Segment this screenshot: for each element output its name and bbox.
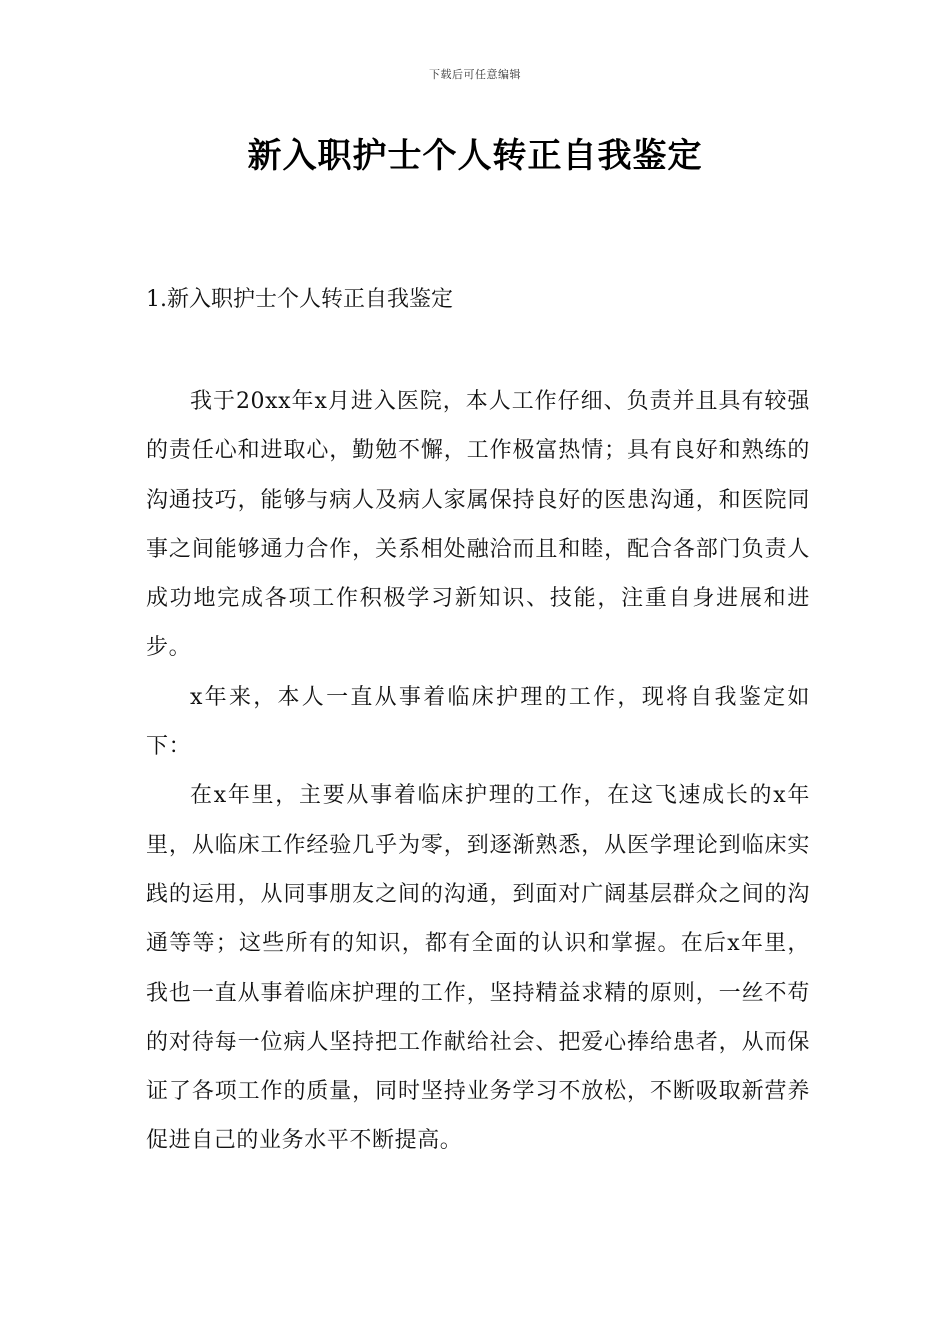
document-title: 新入职护士个人转正自我鉴定 [247,136,703,176]
paragraph-3: 在x年里，主要从事着临床护理的工作，在这飞速成长的x年里，从临床工作经验几乎为零，到逐渐熟悉，从医学理论到临床实践的运用，从同事朋友之间的沟通，到面对广阔基层群众之间的沟通等等；这些所有的知识，都有全面的认识和掌握。在后x年里，我也一直从事着临床护理的工作，坚持精益求精的原则，一丝不苟的对待每一位病人坚持把工作献给社会、把爱心捧给患者，从而保证了各项工作的质量，同时坚持业务学习不放松，不断吸取新营养促进自己的业务水平不断提高。 [146,783,810,1154]
paragraph-2: x年来，本人一直从事着临床护理的工作，现将自我鉴定如下： [146,684,810,760]
header-note: 下载后可任意编辑 [429,68,521,81]
body-text [146,377,810,1166]
section-heading: 1.新入职护士个人转正自我鉴定 [146,287,453,312]
paragraph-1: 我于20xx年x月进入医院，本人工作仔细、负责并且具有较强的责任心和进取心，勤勉不懈，工作极富热情；具有良好和熟练的沟通技巧，能够与病人及病人家属保持良好的医患沟通，和医院同事之间能够通力合作，关系相处融洽而且和睦，配合各部门负责人成功地完成各项工作积极学习新知识、技能，注重自身进展和进步。 [146,389,810,661]
